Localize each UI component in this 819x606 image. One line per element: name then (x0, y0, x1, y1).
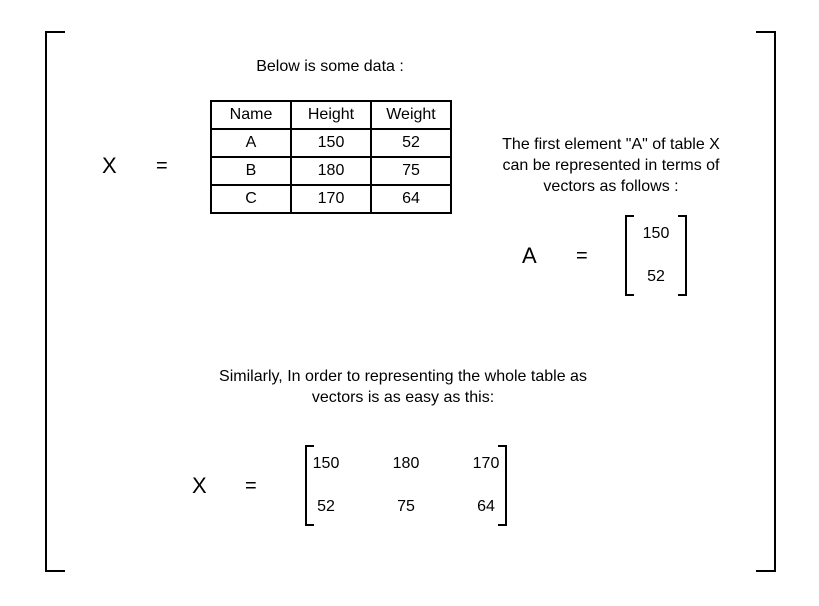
table-cell: B (211, 157, 291, 185)
vector-a-value: 52 (647, 268, 665, 285)
equals-sign: = (576, 245, 588, 267)
table-cell: A (211, 129, 291, 157)
vector-left-bracket (625, 215, 634, 296)
table-cell: 150 (291, 129, 371, 157)
explanation-text (471, 134, 751, 197)
matrix-value: 170 (472, 455, 500, 472)
matrix-value: 75 (397, 498, 415, 515)
similarly-text (180, 366, 626, 408)
intro-text: Below is some data : (256, 58, 404, 75)
matrix-value: 180 (392, 455, 420, 472)
matrix-value: 64 (477, 498, 495, 515)
x-matrix-symbol: X (192, 473, 207, 498)
vector-a-value: 150 (642, 225, 670, 242)
x-symbol: X (102, 153, 117, 178)
column-header-weight: Weight (371, 101, 451, 129)
table-row (211, 129, 451, 157)
table-header-row (211, 101, 451, 129)
explanation-line-1: The first element "A" of table X (502, 136, 720, 153)
table-cell: 180 (291, 157, 371, 185)
outer-left-bracket (45, 31, 65, 572)
explanation-line-2: can be represented in terms of (502, 157, 720, 174)
table-cell: 64 (371, 185, 451, 213)
column-header-height: Height (291, 101, 371, 129)
table-cell: C (211, 185, 291, 213)
similarly-line-1: Similarly, In order to representing the whole table as (219, 368, 587, 385)
outer-right-bracket (756, 31, 776, 572)
vector-right-bracket (678, 215, 687, 296)
table-cell: 75 (371, 157, 451, 185)
similarly-line-2: vectors is as easy as this: (311, 389, 495, 406)
data-table (210, 100, 452, 214)
table-row (211, 185, 451, 213)
equals-sign: = (245, 475, 257, 497)
matrix-value: 150 (312, 455, 340, 472)
table-row (211, 157, 451, 185)
table-cell: 170 (291, 185, 371, 213)
matrix-value: 52 (317, 498, 335, 515)
equals-sign: = (156, 155, 168, 177)
explanation-line-3: vectors as follows : (543, 178, 679, 195)
column-header-name: Name (211, 101, 291, 129)
a-symbol: A (522, 243, 537, 268)
table-cell: 52 (371, 129, 451, 157)
